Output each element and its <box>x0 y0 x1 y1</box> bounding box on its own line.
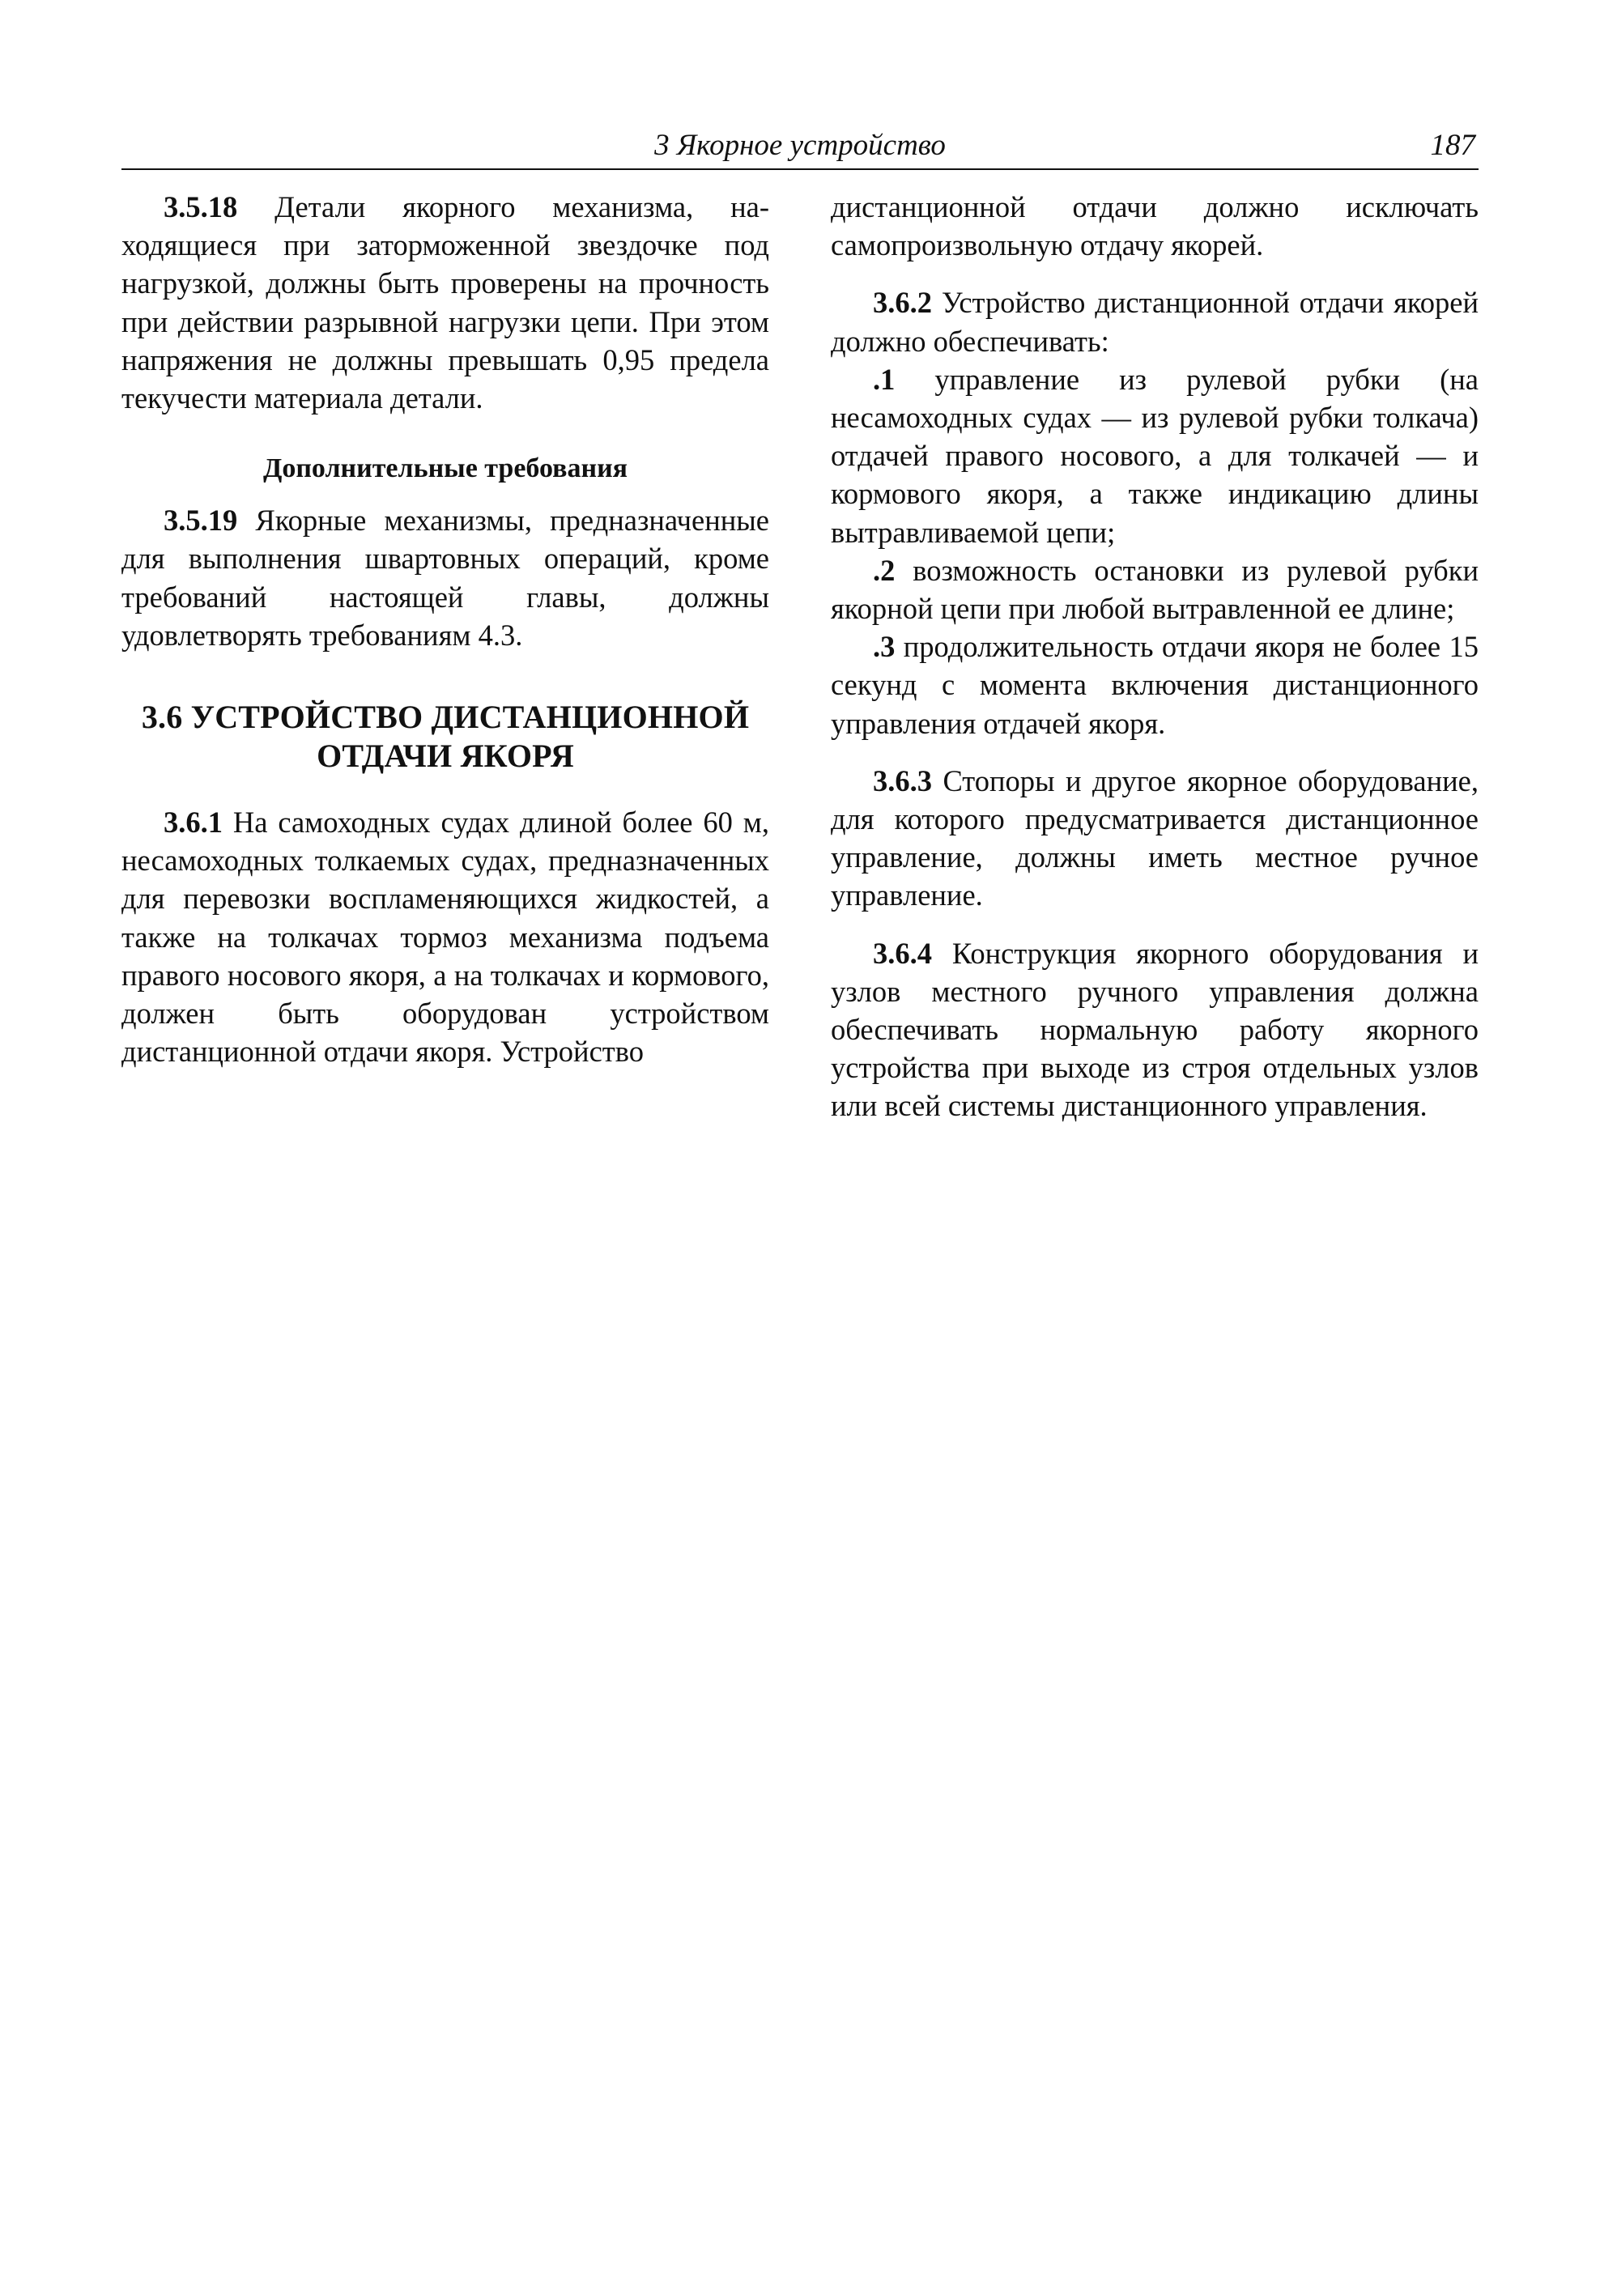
paragraph-3-6-2 <box>831 283 1479 359</box>
paragraph-3-6-1 <box>121 803 769 1070</box>
list-item-3 <box>831 627 1479 742</box>
clause-text: На самоходных судах длиной более 60 м, несамоходных толкаемых судах, предназначенных для перевозки воспламеняющихся жидкостей, а также на толкачах тормоз механизма подъема правого носового якоря, а на толкачах и кормового, должен быть оборудован устройством дистанционной отдачи якоря. Устройство <box>121 806 769 1069</box>
paragraph-3-6-3 <box>831 762 1479 915</box>
paragraph-3-5-18 <box>121 188 769 417</box>
right-column <box>831 188 1479 1125</box>
clause-number: 3.6.3 <box>873 763 932 797</box>
list-item-2 <box>831 551 1479 627</box>
item-number: .1 <box>873 362 896 396</box>
section-title <box>121 698 769 776</box>
page-number: 187 <box>1430 129 1475 162</box>
item-text: продолжительность отдачи якоря не более 15 секунд с момента включения дистанционного управления отдачей якоря. <box>831 630 1479 740</box>
subheading: Дополнительные требования <box>262 453 628 484</box>
clause-number: 3.5.19 <box>164 504 238 538</box>
item-text: управление из рулевой рубки (на несамоходных судах — из рулевой рубки толкача) отдачей правого носового, а для толкачей — и кормового якоря, а также индикацию длины вытравливаемой цепи; <box>831 362 1479 549</box>
list-item-1 <box>831 360 1479 551</box>
section-title-line-2: ОТДАЧИ ЯКОРЯ <box>317 738 574 775</box>
clause-text: Стопоры и другое якорное оборудование, для которого предусматривается дистанционное управление, должны иметь местное ручное управление. <box>831 763 1479 912</box>
page-header <box>121 123 1479 170</box>
clause-text: Якорные механизмы, предназначенные для выполнения швартовных операций, кроме требований настоящей главы, должны удовлетворять требованиям 4.3. <box>121 504 769 652</box>
clause-text: Конструкция якорного оборудования и узлов местного ручного управления должна обеспечивать нормальную работу якорного устройства при выходе из строя отдельных узлов или всей системы дистанционного управления. <box>831 936 1479 1123</box>
clause-number: 3.6.4 <box>873 936 932 970</box>
clause-text: Устройство дистанционной отдачи якорей должно обеспечивать: <box>831 286 1479 358</box>
item-text: возможность остановки из рулевой рубки якорной цепи при любой вытравленной ее длине; <box>831 553 1479 626</box>
clause-number: 3.5.18 <box>164 190 238 223</box>
paragraph-3-6-4 <box>831 934 1479 1125</box>
section-title-line-1: 3.6 УСТРОЙСТВО ДИСТАНЦИОННОЙ <box>141 699 750 736</box>
clause-number: 3.6.2 <box>873 286 932 320</box>
left-column <box>121 188 769 1070</box>
paragraph-3-6-1-continued: дистанционной отдачи должно исключать самопроизвольную отдачу якорей. <box>831 190 1479 262</box>
clause-text: Детали якорного механизма, находящиеся при заторможенной звездочке под нагрузкой, должны быть проверены на прочность при действии разрывной нагрузки цепи. При этом напряжения не должны превышать 0,95 предела текучести материала детали. <box>121 190 769 415</box>
running-title: 3 Якорное устройство <box>654 129 946 162</box>
item-number: .3 <box>873 630 896 664</box>
clause-number: 3.6.1 <box>164 806 223 840</box>
paragraph-3-5-19 <box>121 501 769 654</box>
item-number: .2 <box>873 553 896 587</box>
